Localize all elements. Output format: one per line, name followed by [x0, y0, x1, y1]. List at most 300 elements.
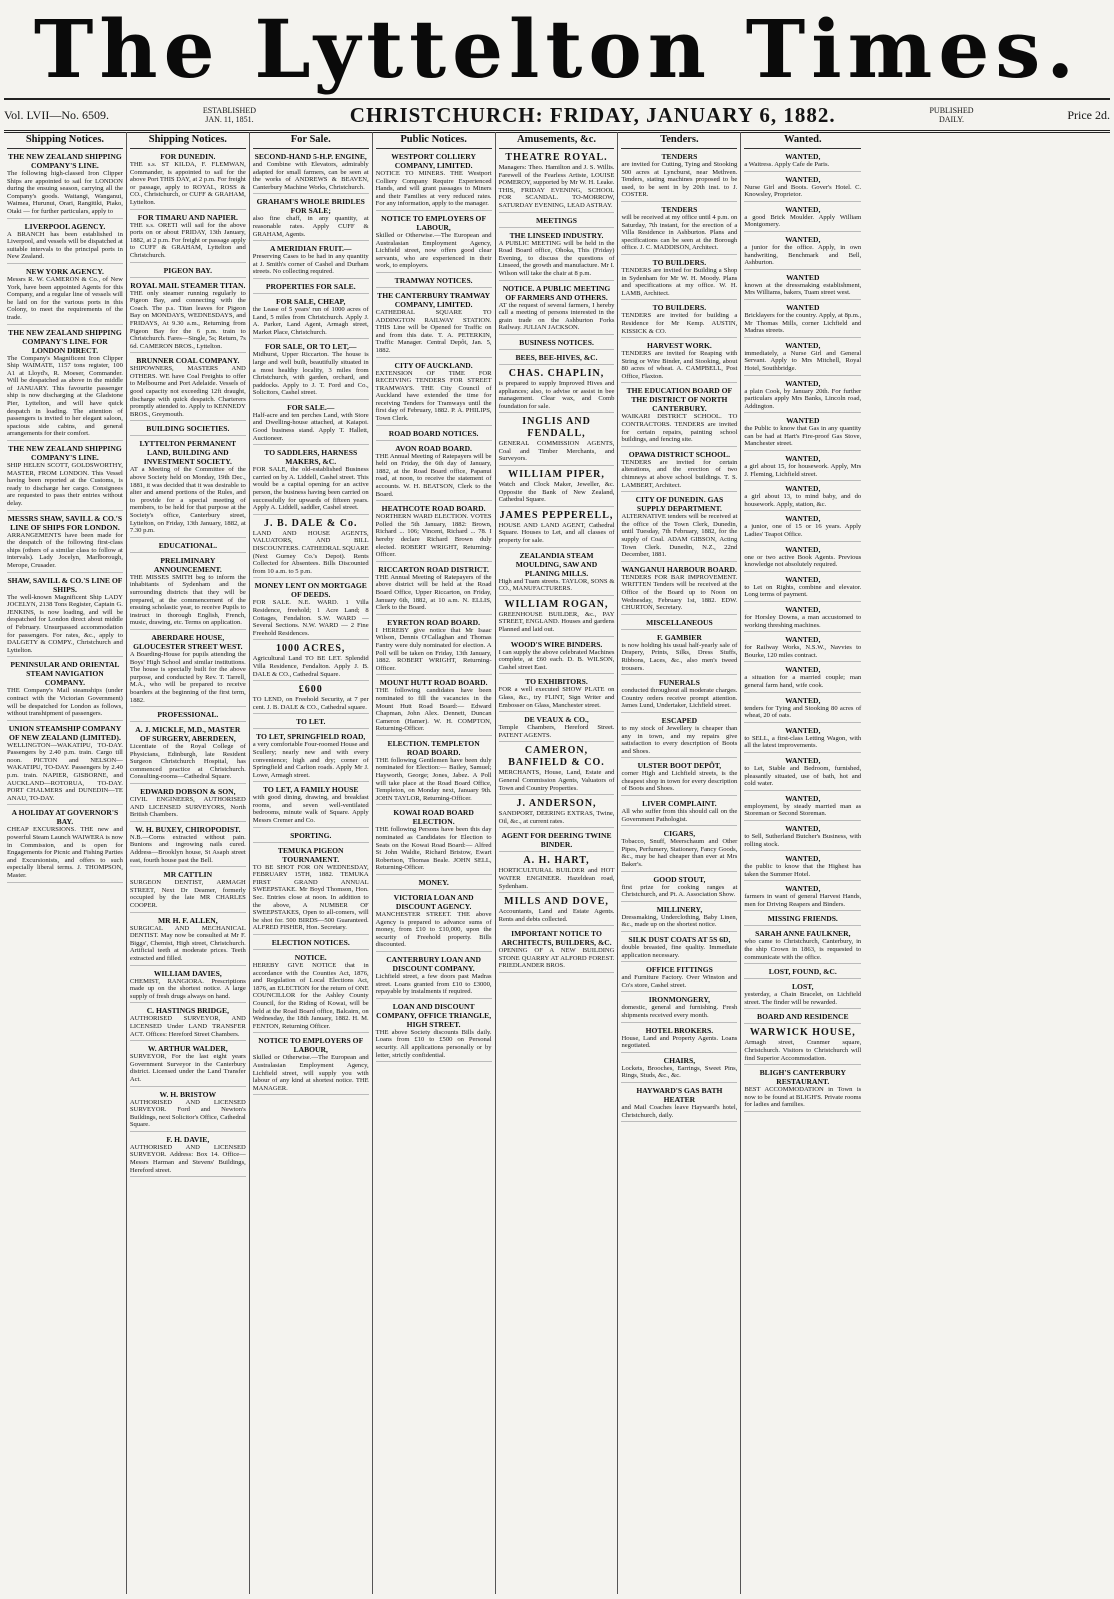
advertisement [253, 1036, 369, 1095]
advertisement-body: Tobacco, Snuff, Meerschaum and Other Pipes, Perfumery, Stationery, Fancy Goods, &c., may be had cheaper than ever at Mrs Baker's. [621, 838, 738, 869]
advertisement-heading: BEES, BEE-HIVES, &C. [515, 352, 598, 362]
advertisement-heading: SARAH ANNE FAULKNER, [755, 929, 851, 939]
advertisement-heading: TO LET. [296, 717, 326, 727]
advertisement-body: a plain Cook, by January 20th. For further particulars apply Mrs Banks, Lincoln road, Addington. [744, 387, 862, 410]
advertisement [376, 618, 492, 676]
advertisement-heading: WANGANUI HARBOUR BOARD. [621, 564, 737, 574]
advertisement [253, 518, 369, 579]
advertisement [499, 510, 615, 548]
advertisement-body: WAIKARI DISTRICT SCHOOL. TO CONTRACTORS. TENDERS are invited for certain repairs, painting school buildings, and fencing site. [621, 413, 738, 444]
advertisement-body: THE s.s. ORETI will sail for the above ports on or about FRIDAY, 13th January, 1882, at 2 p.m. For freight or passage apply to CUFF & GRAHAM, Lyttelton and Christchurch. [129, 221, 246, 259]
advertisement [499, 284, 615, 335]
advertisement-display-name: A. H. HART, [523, 855, 590, 867]
advertisement [621, 875, 737, 902]
advertisement-body: A BRANCH has been established in Liverpool, and vessels will be dispatched at suitable intervals to the principal ports in New Zealand. [7, 230, 123, 261]
advertisement [376, 678, 492, 736]
advertisement-heading: MILLINERY, [656, 904, 703, 914]
advertisement-heading: FOR DUNEDIN. [160, 152, 216, 161]
advertisement [621, 205, 737, 255]
advertisement-heading: HEATHCOTE ROAD BOARD. [381, 504, 486, 514]
advertisement-heading: ROYAL MAIL STEAMER TITAN. [130, 280, 246, 290]
advertisement [744, 416, 861, 451]
advertisement-heading: THE EDUCATION BOARD OF THE DISTRICT OF NORTH CANTERBURY. [626, 386, 733, 414]
advertisement-heading: WANTED, [785, 793, 821, 803]
advertisement-heading: WANTED, [785, 884, 821, 894]
advertisement-heading: F. H. DAVIE, [166, 1134, 210, 1144]
advertisement [130, 152, 246, 210]
advertisement [744, 152, 861, 172]
advertisement-heading: TENDERS [661, 204, 698, 214]
advertisement-body: with good dining, drawing, and breakfast rooms, and seven well-ventilated bedrooms, minute walk of Square. Apply Messrs Cremer and Co. [252, 794, 369, 825]
advertisement [253, 643, 369, 681]
advertisement [376, 739, 492, 806]
advertisement [744, 235, 861, 270]
advertisement [621, 1056, 737, 1083]
advertisement [744, 982, 861, 1009]
advertisement-body: CIVIL ENGINEERS, AUTHORISED AND LICENSED SURVEYORS, North British Chambers. [129, 796, 246, 819]
column-heading: Shipping Notices. [130, 132, 246, 149]
advertisement-display-name: CAMERON, BANFIELD & CO. [508, 745, 605, 769]
advertisement-body: to Sell, Sutherland Butcher's Business, with rolling stock. [744, 832, 862, 848]
advertisement-heading: SECOND-HAND 5-H.P. ENGINE, [254, 152, 367, 161]
advertisement [130, 541, 246, 553]
advertisement-heading: MONEY. [418, 878, 449, 887]
column-1 [4, 132, 127, 1594]
advertisement [130, 556, 246, 630]
advertisement-display-name: INGLIS AND FENDALL, [522, 416, 591, 440]
advertisement [499, 152, 615, 213]
price: Price 2d. [1067, 107, 1110, 122]
advertisement-heading: WANTED, [785, 755, 821, 765]
advertisement-heading: A HOLIDAY AT GOVERNOR'S BAY. [11, 808, 119, 827]
published-note [929, 106, 973, 124]
published-label: PUBLISHED [929, 106, 974, 115]
advertisement-body: NORTHERN WARD ELECTION. VOTES Polled the 5th January, 1882: Brown, Richard ... 106; Vincent, Richard ... 78. I hereby declare Richard Brown duly elected. ROBERT WRIGHT, Returning-Officer. [375, 513, 492, 559]
advertisement-body: Dressmaking, Underclothing, Baby Linen, &c., made up on the shortest notice. [621, 913, 738, 929]
advertisement [744, 514, 861, 541]
advertisement [499, 216, 615, 228]
advertisement [130, 725, 246, 784]
advertisement-body: THE following Gentlemen have been duly nominated for Election:— Bailey, Samuel; Hayworth, George; Jones, Jabez. A Poll will take place at the Road Board Office, Templeton, on Monday next, January 9th. JOHN TAYLOR, Returning-Officer. [375, 756, 492, 802]
column-heading: Amusements, &c. [499, 132, 615, 149]
advertisement-display-name: J. ANDERSON, [516, 798, 597, 810]
advertisement-body: to Let, Stable and Bedroom, furnished, pleasantly situated, use of bath, hot and cold water. [744, 764, 862, 788]
advertisement [130, 356, 246, 421]
advertisement [376, 444, 492, 502]
advertisement-heading: W. ARTHUR WALDER, [147, 1044, 228, 1054]
advertisement-heading: WILLIAM DAVIES, [153, 968, 222, 978]
advertisement [744, 696, 861, 723]
advertisement [376, 361, 492, 426]
advertisement-body: TO BE SHOT FOR ON WEDNESDAY, FEBRUARY 15TH, 1882. TEMUKA FIRST GRAND ANNUAL SWEEPSTAKE. Mr Boyd Thomson, Hon. Sec. Entries close at noon. In addition to the above, A NUMBER OF SWEEPSTAKES, Open to all-comers, will be shot for. 500 BIRDS—500 Guaranteed. ALFRED FISHER, Hon. Secretary. [252, 863, 369, 932]
advertisement [253, 244, 369, 279]
advertisement-heading: WANTED, [785, 340, 821, 350]
advertisement-body: known at the dressmaking establishment, Mrs Williams, bakers, Tuam street west. [744, 281, 862, 297]
advertisement-heading: WANTED, [785, 454, 821, 464]
advertisement-body: AT the request of several farmers, I hereby call a meeting of persons interested in the grain trade on the Ashburton Forks Railway. JULIAN JACKSON. [498, 301, 615, 332]
advertisement [7, 576, 123, 658]
advertisement-heading: WANTED [786, 302, 820, 312]
advertisement-heading: GRAHAM'S WHOLE BRIDLES FOR SALE; [256, 197, 365, 216]
advertisement-heading: AVON ROAD BOARD. [395, 443, 472, 453]
established-note [203, 106, 256, 124]
advertisement [7, 514, 123, 573]
advertisement [130, 439, 246, 537]
advertisement-body: THE Annual Meeting of Ratepayers of the above district will be held at the Road Board Office, Upper Riccarton, on Friday, January 6th, 1882, at 10 a.m. N. ELLIS, Clerk to the Board. [375, 573, 492, 612]
advertisement-body: N.B.—Corns extracted without pain. Bunions and ingrowing nails cured. Address—Brooklyn house, St Asaph street east, fourth house past the Bell. [129, 833, 246, 864]
advertisement-heading: NEW YORK AGENCY. [25, 266, 104, 276]
advertisement [744, 665, 861, 692]
advertisement [621, 450, 737, 492]
advertisement [253, 846, 369, 935]
advertisement [621, 258, 737, 300]
advertisement-heading: TO LET, SPRINGFIELD ROAD, [256, 732, 366, 742]
advertisement-heading: CHAIRS, [663, 1055, 696, 1065]
advertisement [499, 896, 615, 926]
published-frequency: DAILY. [938, 115, 965, 124]
advertisement-body: EXTENSION OF TIME FOR RECEIVING TENDERS FOR STREET TRAMWAYS. THE City Council of Auckland have extended the time for receiving Tenders for Tramways until the first day of February, 1882. P. A. PHILIPS, Town Clerk. [375, 369, 492, 423]
advertisement [744, 484, 861, 511]
advertisement-heading: FOR TIMARU AND NAPIER. [137, 212, 238, 222]
advertisement [744, 914, 861, 926]
advertisement-heading: PROPERTIES FOR SALE. [265, 281, 356, 291]
advertisement-heading: MONEY LENT ON MORTGAGE OF DEEDS. [254, 581, 367, 600]
advertisement-display-name: MILLS AND DOVE, [504, 896, 609, 908]
advertisement-heading: BUILDING SOCIETIES. [146, 424, 230, 434]
advertisement-heading: DE VEAUX & CO., [524, 715, 589, 725]
advertisement-heading: HAYWARD'S GAS BATH HEATER [636, 1085, 723, 1104]
advertisement-body: tenders for Tying and Stooking 80 acres of wheat, 20 of oats. [744, 704, 862, 720]
advertisement [253, 448, 369, 515]
advertisement-heading: EDWARD DOBSON & SON, [140, 787, 236, 797]
advertisement [253, 732, 369, 782]
advertisement [621, 995, 737, 1022]
advertisement-heading: WANTED, [785, 544, 821, 554]
advertisement-heading: LYTTELTON PERMANENT LAND, BUILDING AND INVESTMENT SOCIETY. [139, 439, 237, 467]
advertisement [7, 222, 123, 264]
column-6 [618, 132, 741, 1594]
advertisement-body: employment, by steady married man as Storeman or Second Storeman. [744, 802, 862, 818]
advertisement [744, 635, 861, 662]
advertisement-heading: THE NEW ZEALAND SHIPPING COMPANY'S LINE. [8, 152, 122, 170]
advertisement-body: to Let on Rights, combine and elevator. Long terms of payment. [744, 583, 862, 599]
advertisement-body: a very comfortable Four-roomed House and Scullery; nearly new and with every convenience; high and dry; corner of Springfield and Carlton roads. Apply Mr J. Lowe, Armagh street. [252, 741, 369, 779]
column-heading: Wanted. [744, 132, 861, 149]
advertisement [253, 785, 369, 827]
advertisement-body: the Public to know that Gas in any quantity can be had at Hart's Fire-proof Gas Stove, Manchester street. [744, 425, 862, 448]
advertisement-heading: WANTED, [785, 725, 821, 735]
advertisement [621, 905, 737, 932]
advertisement [7, 724, 123, 806]
advertisement [744, 454, 861, 481]
advertisement-body: AUTHORISED SURVEYOR, AND LICENSED Under LAND TRANSFER ACT. Offices: Hereford Street Chambers. [129, 1015, 246, 1038]
advertisement [376, 214, 492, 273]
advertisement-heading: WANTED [786, 272, 820, 282]
advertisement-body: Preserving Cases to be had in any quantity at J. Smith's corner of Cashel and Durham streets. No collecting required. [252, 253, 369, 276]
advertisement-heading: IRONMONGERY, [648, 995, 711, 1005]
advertisement-body: the public to know that the Highest has taken the Summer Hotel. [744, 863, 862, 878]
advertisement [376, 878, 492, 890]
column-7 [741, 132, 864, 1594]
masthead [0, 0, 1114, 98]
advertisement-body: Accountants, Land and Estate Agents. Rents and debts collected. [498, 908, 615, 923]
advertisement-display-name: 1000 ACRES, [276, 643, 346, 655]
advertisement-body: FOR SALE, the old-established Business carried on by A. Liddell, Cashel street. This would be a capital opening for an active person, the business having been carried on successfully for upwards of fifteen years. Apply A. Liddell, saddler, Cashel street. [252, 466, 369, 512]
advertisement-heading: THE NEW ZEALAND SHIPPING COMPANY'S LINE. [8, 444, 122, 463]
advertisement [130, 710, 246, 722]
advertisement [130, 281, 246, 354]
advertisement-body: CHEMIST, RANGIORA. Prescriptions made up on the shortest notice. A large supply of fresh drugs always on hand. [129, 977, 246, 1000]
advertisement-body: SURGICAL AND MECHANICAL DENTIST. May now be consulted at Mr F. Biggs', Chemist, High street, Christchurch. Artificial teeth at moderate prices. Teeth extracted and filled. [129, 924, 246, 962]
advertisement-heading: WANTED, [785, 234, 821, 244]
advertisement-heading: BOARD AND RESIDENCE [757, 1012, 849, 1022]
advertisement [130, 870, 246, 912]
advertisement-body: CATHEDRAL SQUARE TO ADDINGTON RAILWAY STATION. THIS Line will be Opened for Traffic on and from this date. T. A. PETERKIN, Traffic Manager. Central Depôt, Jan. 5, 1882. [375, 308, 492, 354]
advertisement-body: TENDERS FOR BAR IMPROVEMENT. WRITTEN Tenders will be received at the Office of the Board up to Noon on Wednesday, February 1st, 1882. EDW. CHURTON, Secretary. [621, 573, 738, 612]
advertisement-body: Half-acre and ten perches Land, with Store and Dwelling-house attached, at Kaiapoi. Good business stand. Apply T. Hallett, Auctioneer. [252, 411, 369, 442]
advertisement-body: THE Annual Meeting of Ratepayers will be held on Friday, the 6th day of January, 1882, at the Road Board office, Papanui road, at noon, to receive the statement of accounts. W. H. BEATSON, Clerk to the Board. [375, 452, 492, 498]
advertisement-heading: VICTORIA LOAN AND DISCOUNT AGENCY. [393, 893, 474, 911]
advertisement [621, 341, 737, 383]
advertisement-heading: IMPORTANT NOTICE TO ARCHITECTS, BUILDERS, &C. [501, 929, 612, 948]
advertisement-body: Lockets, Brooches, Earrings, Sweet Pins, Rings, Studs, &c., &c. [621, 1064, 738, 1080]
advertisement-body: ARRANGEMENTS have been made for the despatch of the following first-class ships (others of a similar class to follow at intervals). Lady Jocelyn, Marlborough, Merope, Crusader. [7, 531, 123, 569]
advertisement-heading: ELECTION. TEMPLETON ROAD BOARD. [387, 738, 480, 757]
advertisement [253, 684, 369, 714]
advertisement-body: HEREBY GIVE NOTICE that in accordance with the Counties Act, 1876, and Regulation of Local Elections Act, 1876, an ELECTION for the return of ONE COUNCILLOR for the Ashley County Council, for the Riding of Kowai, will be held at the Road Board office, Balcairn, on Wednesday, the 18th January, 1882. H. M. FENTON, Returning Officer. [252, 962, 369, 1030]
advertisement-body: THE following Persons have been this day nominated as Candidates for Election to Seats on the Kowai Road Board:— Alfred St John Waldie, Richard Bristow, Ewart Robertson, Thomas Beale. JOHN SELL, Returning-Officer. [375, 826, 492, 872]
advertisement-heading: LIVERPOOL AGENCY. [24, 221, 106, 231]
advertisement-body: House, Land and Property Agents. Loans negotiated. [621, 1034, 738, 1050]
advertisement-body: farmers in want of general Harvest Hands, men for Driving Reapers and Binders. [744, 893, 862, 908]
advertisement [621, 761, 737, 796]
advertisement-body: FOR SALE. N.E. WARD. 1 Villa Residence, freehold; 1 Acre Land; 8 Cottages, Fendalton. S.W. WARD — Several Sections. N.W. WARD — 2 Fine Freehold Residences. [252, 599, 369, 637]
column-heading: Tenders. [621, 132, 737, 149]
advertisement-body: A PUBLIC MEETING will be held in the Road Board office, Ohoka, This (Friday) Evening, to discuss the questions of Linseed, the growth and manufacture. Mr I. Wilson will take the chair at 8 p.m. [498, 239, 615, 277]
advertisement-body: for Railway Works, N.S.W., Navvies to Bourke, 120 miles contract. [744, 644, 862, 659]
advertisement [499, 715, 615, 742]
advertisement [7, 267, 123, 325]
advertisement-body: is now holding his usual half-yearly sale of Drapery, Prints, Silks, Dress Stuffs, Ribbons, Laces, &c., also men's tweed trousers. [621, 641, 738, 672]
advertisement [621, 716, 737, 758]
advertisement [7, 328, 123, 442]
advertisement-heading: OFFICE FITTINGS [645, 965, 713, 975]
advertisement-heading: KOWAI ROAD BOARD ELECTION. [393, 808, 474, 827]
dateline [4, 98, 1110, 133]
advertisement [744, 1027, 861, 1065]
newspaper-columns [4, 132, 1110, 1594]
advertisement-heading: WANTED, [785, 174, 821, 184]
advertisement [253, 938, 369, 950]
advertisement-body: GENERAL COMMISSION AGENTS, Coal and Timber Merchants, and Surveyors. [498, 440, 615, 463]
advertisement [499, 855, 615, 893]
advertisement-heading: CANTERBURY LOAN AND DISCOUNT COMPANY. [386, 954, 482, 973]
advertisement-heading: OPAWA DISTRICT SCHOOL. [628, 449, 730, 459]
advertisement-heading: WANTED, [785, 574, 821, 584]
advertisement-heading: LIVER COMPLAINT. [642, 799, 717, 809]
advertisement-heading: BUSINESS NOTICES. [519, 337, 594, 347]
advertisement-body: Lichfield street, a few doors past Madras street. Loans granted from £10 to £3000, repayable by instalments if required. [375, 972, 492, 996]
advertisement-body: a situation for a married couple; man general farm hand, wife cook. [744, 674, 862, 689]
advertisement [376, 276, 492, 288]
advertisement [130, 213, 246, 263]
advertisement-heading: PENINSULAR AND ORIENTAL STEAM NAVIGATION COMPANY. [10, 660, 120, 688]
advertisement-display-name: THEATRE ROYAL. [505, 152, 608, 163]
advertisement-display-name: WARWICK HOUSE, [749, 1027, 856, 1039]
advertisement-body: also fine chaff, in any quantity, at reasonable rates. Apply CUFF & GRAHAM, Agents. [252, 215, 369, 238]
advertisement-body: The well-known Magnificent Ship LADY JOCELYN, 2138 Tons Register, Captain G. JENKINS, is now loading, and will be despatched for London direct about middle of February. Unsurpassed accommodation for passengers. For rates, &c., apply to DALGETY & COMPY., Christchurch and Lyttelton. [7, 593, 123, 654]
advertisement [130, 1090, 246, 1132]
advertisement [130, 825, 246, 867]
advertisement [744, 341, 861, 376]
column-heading: Public Notices. [376, 132, 492, 149]
advertisement [253, 297, 369, 339]
advertisement-body: conducted throughout all moderate charges. Country orders receive prompt attention. James Lund, Undertaker, Lichfield street. [621, 687, 738, 710]
advertisement-heading: BLIGH'S CANTERBURY RESTAURANT. [759, 1068, 847, 1087]
advertisement-body: immediately, a Nurse Girl and General Servant. Apply to Mrs Mitchell, Royal Hotel, Southbridge. [744, 349, 862, 372]
advertisement-body: Watch and Clock Maker, Jeweller, &c. Opposite the Bank of New Zealand, Cathedral Square. [498, 481, 615, 504]
advertisement-heading: WANTED, [785, 635, 821, 645]
advertisement-heading: A. J. MICKLE, M.D., MASTER OF SURGERY, ABERDEEN, [135, 725, 241, 744]
advertisement-body: Bricklayers for the country. Apply, at 8p.m., Mr Thomas Mills, corner Lichfield and Madras streets. [744, 311, 862, 335]
advertisement [621, 678, 737, 713]
advertisement-body: Licentiate of the Royal College of Physicians, Edinburgh, late Resident Surgeon Christchurch Hospital, has commenced practice at Christchurch. Consulting-rooms—Cathedral Square. [129, 743, 246, 781]
advertisement-heading: W. H. BRISTOW [159, 1089, 217, 1099]
advertisement-body: Managers: Theo. Hamilton and J. S. Willis. Farewell of the Fearless Artiste, LOUISE POMEROY, supported by Mr W. H. Leake. THIS, FRIDAY EVENING, SCHOOL FOR SCANDAL. TO-MORROW, SATURDAY EVENING, LEAD ASTRAY. [498, 164, 615, 209]
advertisement [376, 429, 492, 441]
advertisement [744, 854, 861, 881]
advertisement-body: WELLINGTON—WAKATIPU, TO-DAY. Passengers by 2.40 p.m. train. Cargo till noon. PICTON and NELSON—WAKATIPU, TO-DAY. Passengers by 2.40 p.m. train. NAPIER, GISBORNE, and AUCKLAND—ROTORUA, TO-DAY. PORT CHALMERS and DUNEDIN—TE ANAU, TO-DAY. [7, 741, 123, 802]
advertisement [744, 726, 861, 753]
advertisement [744, 794, 861, 821]
advertisement-body: one or two active Book Agents. Previous knowledge not absolutely required. [744, 553, 862, 569]
advertisement-heading: EYRETON ROAD BOARD. [387, 617, 481, 627]
advertisement-body: The Company's Magnificent Iron Clipper Ship WAIMATE, 1157 tons register, 100 A1 at Lloyd's, R. Moeser, Commander. Will be despatched as above in the middle of JANUARY. This favourite passenger ship is now discharging at the Gladstone Pier, Lyttelton, and will have quick despatch in loading. The attention of passengers is invited to her elegant saloon, spacious side cabins, and general arrangements for their comfort. [7, 354, 123, 438]
advertisement-heading: RICCARTON ROAD DISTRICT. [378, 564, 489, 574]
advertisement-body: double breasted, fine quality. Immediate application necessary. [621, 944, 738, 959]
advertisement [499, 368, 615, 413]
advertisement-body: for Horsley Downs, a man accustomed to working threshing machines. [744, 614, 862, 629]
advertisement-body: THE MISSES SMITH beg to inform the inhabitants of Sydenham and the surrounding districts that they will be prepared, at the commencement of the ensuing scholastic year, to receive Pupils to instruct in thorough English, French, music, drawing, etc. Terms on application. [129, 573, 246, 627]
advertisement-heading: MESSRS SHAW, SAVILL & CO.'S LINE OF SHIPS FOR LONDON. [7, 513, 123, 532]
column-3 [250, 132, 373, 1594]
advertisement-body: Midhurst, Upper Riccarton. The house is large and well built, beautifully situated in a most healthy locality, 3 miles from Christchurch, with garden, orchard, and paddocks. Apply to J. T. Ford and Co., Solicitors, Cashel street. [252, 351, 369, 397]
advertisement-body: Skilled or Otherwise.—The European and Australasian Employment Agency, Lichfield street, will supply you with labour of any kind at shortest notice. THE MANAGER. [252, 1054, 369, 1092]
advertisement-body: MERCHANTS, House, Land, Estate and General Commission Agents, Valuators of Town and Country Properties. [498, 769, 615, 792]
advertisement [744, 884, 861, 911]
advertisement-body: High and Tuam streets. TAYLOR, SONS & CO., MANUFACTURERS. [498, 577, 615, 593]
advertisement [376, 808, 492, 875]
advertisement-body: Agricultural Land TO BE LET. Splendid Villa Residence, Fendalton. Apply J. B. DALE & CO., Cathedral Square. [252, 655, 369, 678]
advertisement [621, 799, 737, 826]
advertisement-body: Skilled or Otherwise.—The European and Australasian Employment Agency, Lichfield street, now offers good clear servants, who are experienced in their work, to employers. [375, 231, 492, 270]
advertisement-heading: MISSING FRIENDS. [767, 914, 838, 924]
advertisement-display-name: JAMES PEPPERELL, [499, 509, 614, 521]
advertisement-body: to my stock of Jewellery is cheaper than any in town, and my repairs give satisfaction to every description of Boots and Shoes. [621, 724, 738, 755]
advertisement-heading: WOOD'S WIRE BINDERS. [510, 639, 603, 649]
advertisement [744, 605, 861, 632]
advertisement-heading: WESTPORT COLLIERY COMPANY, LIMITED. [391, 152, 476, 170]
advertisement-body: All who suffer from this should call on the Government Pathologist. [621, 808, 738, 823]
advertisement-body: A Boarding-House for pupils attending the Boys' High School and similar institutions. The house is specially built for the above purpose, and conducted by Rev. T. Tarrell, M.A., who will be prepared to receive boarders at the beginning of the first term, 1882. [129, 650, 246, 704]
advertisement-body: I HEREBY give notice that Mr Isaac Wilson, Dennis O'Callaghan and Thomas Fantry were duly nominated for election. A Poll will be taken on Friday, 13th January, 1882. ROBERT WRIGHT, Returning-Officer. [375, 626, 492, 672]
advertisement-body: LAND AND HOUSE AGENTS, VALUATORS, AND BILL DISCOUNTERS. CATHEDRAL SQUARE (Next Gurney Co.'s Depot). Rents Collected for Absentees. Bills Discounted from 10 a.m. to 5 p.m. [252, 529, 369, 575]
advertisement-heading: NOTICE. A PUBLIC MEETING OF FARMERS AND OTHERS. [502, 283, 611, 302]
advertisement-body: TENDERS are invited for building a Residence for Mr Kemp. AUSTIN, KISSICK & CO. [621, 312, 738, 335]
advertisement [744, 545, 861, 572]
advertisement-heading: AGENT FOR DEERING TWINE BINDER. [501, 831, 612, 850]
advertisement [499, 416, 615, 466]
advertisement-body: HORTICULTURAL BUILDER and HOT WATER ENGINEER. Hazeldean road, Sydenham. [498, 867, 615, 890]
advertisement-body: HOUSE AND LAND AGENT, Cathedral Square. Houses to Let, and all classes of property for sale. [498, 521, 615, 545]
advertisement-display-name: J. B. DALE & Co. [263, 517, 358, 529]
advertisement [621, 618, 737, 630]
advertisement-heading: MR H. F. ALLEN, [158, 915, 218, 925]
advertisement [621, 829, 737, 871]
column-5 [496, 132, 619, 1594]
advertisement-heading: C. HASTINGS BRIDGE, [146, 1006, 229, 1016]
advertisement-heading: WANTED, [785, 665, 821, 675]
advertisement-body: and Mail Coaches leave Hayward's hotel, Christchurch, daily. [621, 1103, 738, 1119]
advertisement-body: first prize for cooking ranges at Christchurch, and Pt. A. Association Show. [621, 883, 738, 899]
advertisement-body: and Combine with Elevators, admirably adapted for small farmers, can be seen at the works of ANDREWS & BEAVEN, Canterbury Machine Works, Christchurch. [252, 161, 369, 191]
advertisement-body: a girl about 15, for housework. Apply, Mrs J. Fleming, Lichfield street. [744, 463, 862, 478]
volume-number: Vol. LVII—No. 6509. [4, 107, 110, 122]
advertisement-heading: WANTED, [785, 854, 821, 864]
advertisement-body: TO LEND, on Freehold Security, at 7 per cent. J. B. DALE & CO., Cathedral square. [252, 696, 369, 711]
advertisement-heading: WANTED, [785, 378, 821, 388]
advertisement-body: a junior, one of 15 or 16 years. Apply Ladies' Teapot Office. [744, 523, 862, 539]
advertisement-heading: WANTED, [785, 823, 821, 833]
advertisement-heading: FUNERALS [658, 678, 700, 688]
advertisement-heading: A MERIDIAN FRUIT.— [269, 244, 352, 254]
advertisement [7, 152, 123, 219]
advertisement-heading: NOTICE. [294, 953, 327, 962]
advertisement [253, 152, 369, 194]
advertisement-heading: WANTED, [785, 152, 821, 161]
advertisement-body: OPENING OF A NEW BUILDING STONE QUARRY AT ALFORD FOREST. FRIEDLANDER BROS. [498, 947, 615, 970]
advertisement-heading: THE NEW ZEALAND SHIPPING COMPANY'S LINE. FOR LONDON DIRECT. [8, 327, 122, 355]
advertisement-heading: TRAMWAY NOTICES. [394, 275, 473, 285]
advertisement-body: domestic, general and furnishing. Fresh shipments received every month. [621, 1004, 738, 1019]
advertisement-body: THE following candidates have been nominated to fill the vacancies in the Mount Hutt Road Board:— Edward Chapman, John Alex. Dennett, Duncan Cameron (Hamer). W. H. COMPTON, Returning-Officer. [375, 687, 492, 733]
advertisement-body: Temple Chambers, Hereford Street. PATENT AGENTS. [498, 724, 615, 739]
advertisement-heading: SPORTING. [290, 830, 332, 840]
advertisement-heading: PROFESSIONAL. [157, 710, 219, 720]
advertisement-heading: PRELIMINARY ANNOUNCEMENT. [153, 555, 222, 574]
advertisement [744, 575, 861, 602]
advertisement [376, 893, 492, 952]
advertisement [253, 581, 369, 640]
advertisement-body: FOR a well executed SHOW PLATE on Glass, &c., try FLINT, Sign Writer and Embosser on Glass, Manchester street. [498, 686, 615, 709]
advertisement-body: a Waitress. Apply Cafe de Paris. [744, 161, 830, 168]
advertisement-heading: PIGEON BAY. [163, 265, 213, 275]
advertisement-body: the Lease of 5 years' run of 1000 acres of Land, 5 miles from Christchurch. Apply J. A. Parker, Land Agent, Armagh street, Market Place, Christchurch. [252, 305, 369, 336]
advertisement-heading: F. GAMBIER [656, 632, 702, 642]
established-date: JAN. 11, 1851. [205, 115, 254, 124]
advertisement-heading: TEMUKA PIGEON TOURNAMENT. [277, 845, 344, 864]
advertisement-heading: FOR SALE, CHEAP, [276, 296, 346, 306]
advertisement-heading: MISCELLANEOUS [646, 617, 713, 627]
advertisement-body: THE above Society discounts Bills daily. Loans from £10 to £500 on Personal security. All applications personally or by letter, strictly confidential. [375, 1028, 492, 1059]
advertisement-heading: WANTED, [785, 484, 821, 494]
advertisement [621, 565, 737, 615]
advertisement-body: who came to Christchurch, Canterbury, in the ship Crown in 1863, is requested to communicate with the office. [744, 938, 862, 961]
advertisement-body: ALTERNATIVE tenders will be received at the office of the Town Clerk, Dunedin, until Tuesday, 7th February, 1882, for the supply of Coal. ADAM GIBSON, Acting Town Clerk. Dunedin, N.Z., 22nd December, 1881. [621, 513, 738, 559]
advertisement [499, 353, 615, 365]
advertisement-display-name: £600 [298, 684, 323, 696]
advertisement-heading: SHAW, SAVILL & CO.'S LINE OF SHIPS. [7, 575, 123, 594]
